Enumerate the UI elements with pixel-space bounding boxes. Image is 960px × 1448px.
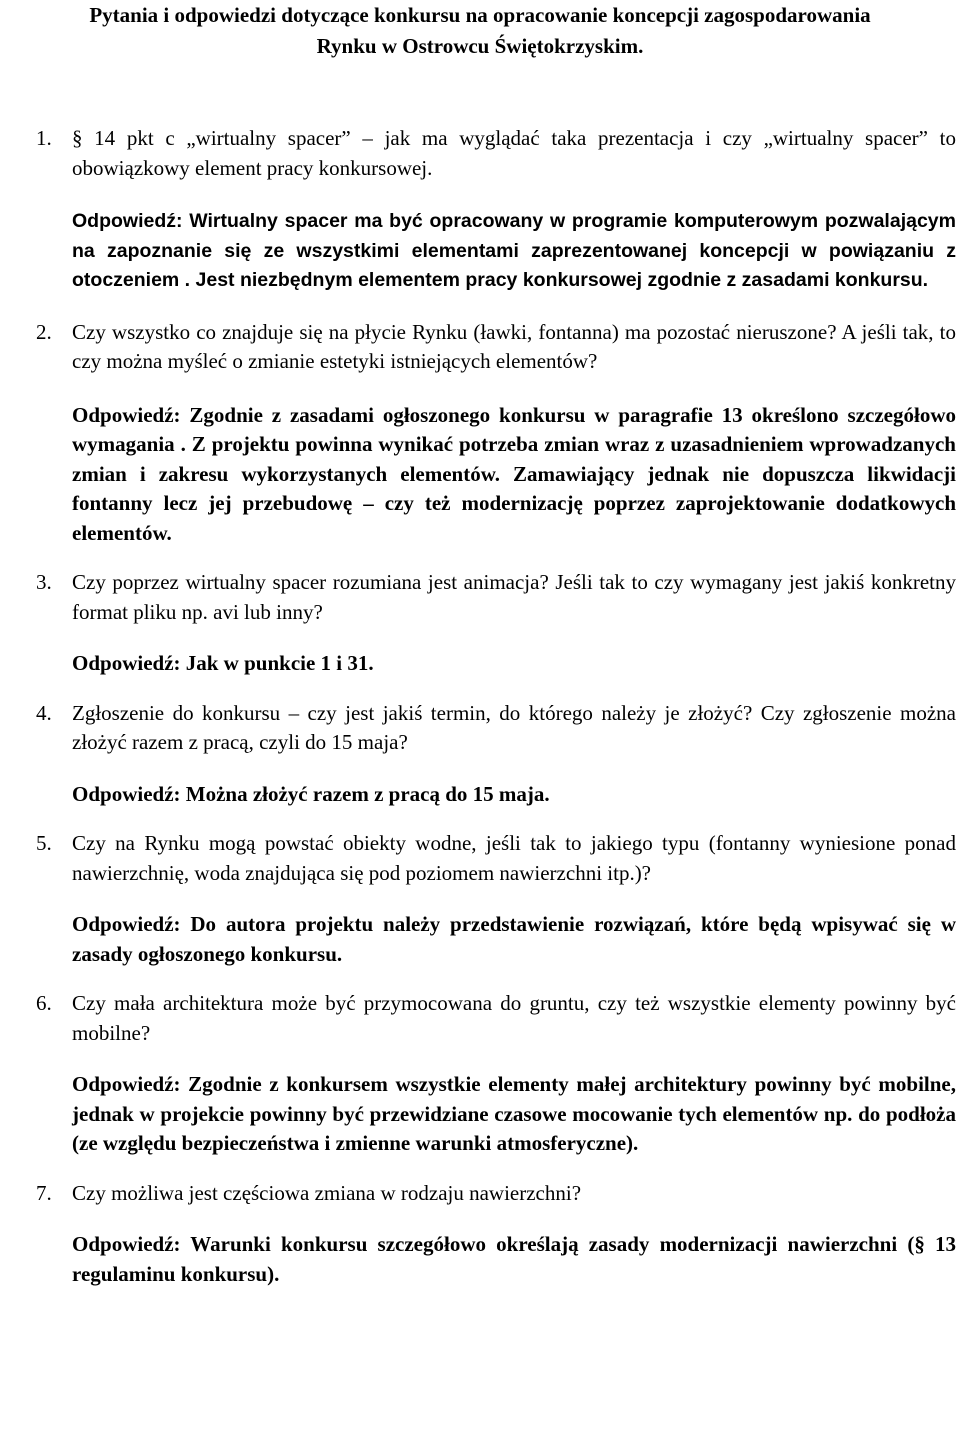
title-line-1: Pytania i odpowiedzi dotyczące konkursu na opracowanie koncepcji zagospodarowania — [89, 3, 871, 27]
answer-text: Odpowiedź: Warunki konkursu szczegółowo określają zasady modernizacji nawierzchni (§ 13 regulaminu konkursu). — [72, 1232, 956, 1286]
item-number: 4. — [36, 700, 52, 725]
answer-text: Odpowiedź: Wirtualny spacer ma być opracowany w programie komputerowym pozwalającym na zapoznanie się ze wszystkimi elementami zaprezentowanej koncepcji w powiązaniu z otoczeniem . Jest niezbędnym elementem pracy konkursowej zgodnie z zasadami konkursu. — [72, 210, 956, 291]
answer-text: Odpowiedź: Zgodnie z konkursem wszystkie elementy małej architektury powinny być mobilne, jednak w projekcie powinny być przewidziane czasowe mocowanie tych elementów np. do podłoża (ze względu bezpieczeństwa i zmienne warunki atmosferyczne). — [72, 1072, 956, 1155]
title-line-2: Rynku w Ostrowcu Świętokrzyskim. — [316, 34, 644, 58]
qa-item-5 — [36, 829, 956, 969]
question-text: Czy możliwa jest częściowa zmiana w rodzaju nawierzchni? — [72, 1180, 582, 1205]
qa-item-4 — [36, 699, 956, 810]
item-number: 5. — [36, 831, 52, 855]
item-number: 7. — [36, 1180, 52, 1205]
answer-text: Odpowiedź: Jak w punkcie 1 i 31. — [72, 651, 374, 675]
qa-item-3 — [36, 568, 956, 679]
qa-item-1 — [36, 124, 956, 296]
question-text: § 14 pkt c „wirtualny spacer” – jak ma wyglądać taka prezentacja i czy „wirtualny spacer” to obowiązkowy element pracy konkursowej. — [72, 126, 956, 180]
answer-text: Odpowiedź: Do autora projektu należy przedstawienie rozwiązań, które będą wpisywać się w zasady ogłoszonego konkursu. — [72, 912, 956, 966]
question-text: Czy mała architektura może być przymocowana do gruntu, czy też wszystkie elementy powinny być mobilne? — [72, 991, 956, 1045]
qa-list — [0, 124, 960, 1289]
item-number: 1. — [36, 126, 52, 150]
answer-text: Odpowiedź: Można złożyć razem z pracą do 15 maja. — [72, 781, 550, 806]
answer-text: Odpowiedź: Zgodnie z zasadami ogłoszonego konkursu w paragrafie 13 określono szczegółowo wymagania . Z projektu powinna wynikać potrzeba zmian wraz z uzasadnieniem wprowadzanych zmian i zakresu wykorzystanych elementów. Zamawiający jednak nie dopuszcza likwidacji fontanny lecz jej przebudowę – czy też modernizację poprzez zaprojektowanie dodatkowych elementów. — [72, 402, 956, 545]
qa-item-2 — [36, 318, 956, 549]
item-number: 6. — [36, 991, 52, 1015]
qa-item-6 — [36, 989, 956, 1159]
question-text: Czy wszystko co znajduje się na płycie Rynku (ławki, fontanna) ma pozostać nieruszone? A jeśli tak, to czy można myśleć o zmianie estetyki istniejących elementów? — [72, 319, 956, 373]
item-number: 2. — [36, 319, 52, 344]
question-text: Zgłoszenie do konkursu – czy jest jakiś termin, do którego należy je złożyć? Czy zgłoszenie można złożyć razem z pracą, czyli do 15 maja? — [72, 700, 956, 754]
qa-item-7 — [36, 1179, 956, 1290]
document-title — [0, 0, 960, 62]
question-text: Czy poprzez wirtualny spacer rozumiana jest animacja? Jeśli tak to czy wymagany jest jakiś konkretny format pliku np. avi lub inny? — [72, 570, 956, 624]
question-text: Czy na Rynku mogą powstać obiekty wodne, jeśli tak to jakiego typu (fontanny wyniesione ponad nawierzchnię, woda znajdująca się pod poziomem nawierzchni itp.)? — [72, 831, 956, 885]
item-number: 3. — [36, 570, 52, 594]
